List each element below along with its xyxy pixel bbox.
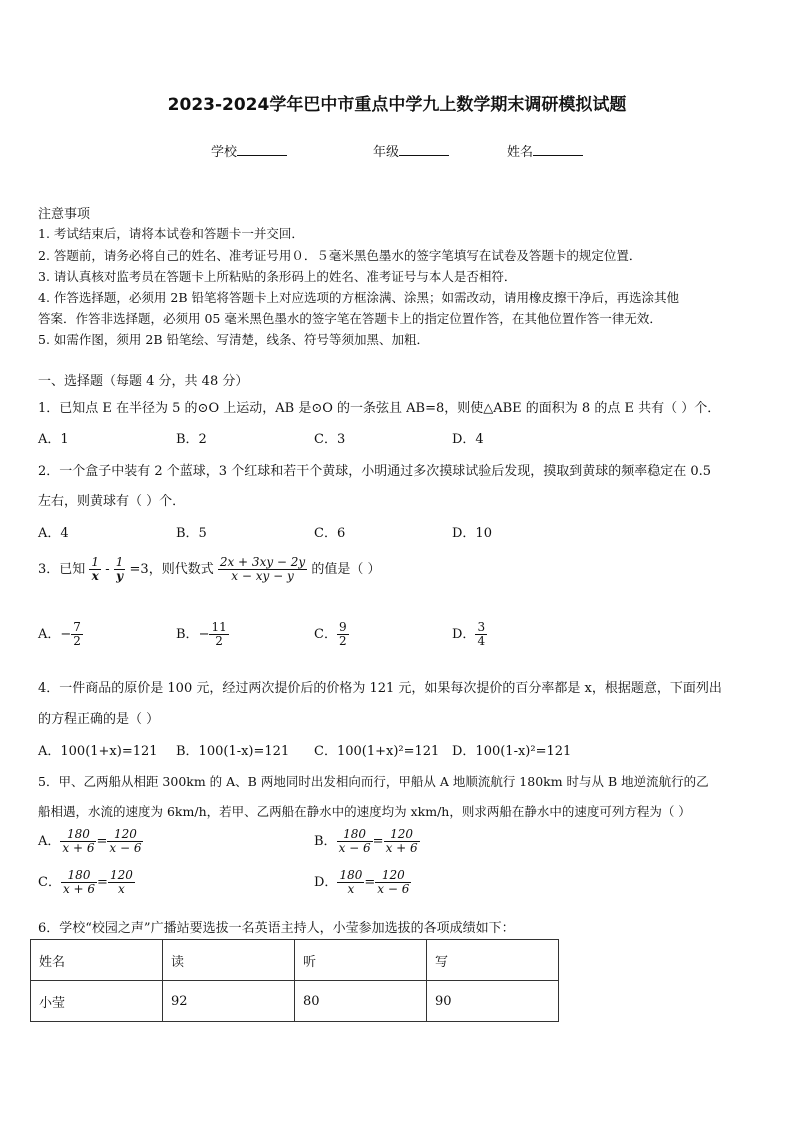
table-header-cell: 听 — [295, 940, 427, 981]
question-4-line2: 的方程正确的是（ ） — [38, 712, 160, 727]
q1-option-a[interactable]: A．1 — [38, 432, 69, 447]
note-item: 4. 作答选择题，必须用 2B 铅笔将答题卡上对应选项的方框涂满、涂黑；如需改动，请用橡皮擦干净后，再选涂其他 — [38, 290, 679, 305]
q4-option-b[interactable]: B．100(1-x)=121 — [176, 744, 290, 759]
q3-option-d[interactable] — [452, 621, 487, 648]
q3-a-den: 2 — [73, 634, 81, 648]
question-1: 1．已知点 E 在半径为 5 的⊙O 上运动，AB 是⊙O 的一条弦且 AB=8，则使△ABE 的面积为 8 的点 E 共有（ ）个． — [38, 401, 721, 416]
q3-c-num: 9 — [338, 620, 347, 634]
q3-expr-den: x − xy − y — [231, 569, 294, 583]
q5-c-label: C． — [38, 875, 61, 890]
q4-option-c[interactable]: C．100(1+x)²=121 — [314, 744, 440, 759]
q3-c-den: 2 — [338, 634, 347, 648]
q5-option-b[interactable]: B． $\frac{180}{x - 6}$ = $\frac{120}{x + 6}$ — [314, 827, 418, 855]
q3-d-den: 4 — [477, 634, 486, 648]
q3-b-den: 2 — [215, 634, 223, 648]
q5-option-d[interactable]: D． $\frac{180}{x}$ = $\frac{120}{x - 6}$ — [314, 868, 410, 896]
section-heading: 一、选择题（每题 4 分，共 48 分） — [38, 374, 249, 389]
q5-d-rd: x − 6 — [377, 882, 410, 896]
q3-f1-den: x — [91, 569, 99, 583]
q5-d-right — [375, 869, 411, 896]
table-header-row — [31, 940, 559, 981]
q1-option-d[interactable]: D．4 — [452, 432, 484, 447]
q3-minus: - — [105, 562, 110, 577]
q3-a-sign: − — [60, 627, 72, 642]
question-2-line2: 左右，则黄球有（ ）个． — [38, 494, 186, 509]
q5-c-ld: x + 6 — [62, 882, 96, 896]
q5-a-left — [60, 828, 96, 855]
q2-option-a[interactable]: A．4 — [38, 526, 69, 541]
q4-option-d[interactable]: D．100(1-x)²=121 — [452, 744, 572, 759]
note-item: 答案．作答非选择题，必须用 05 毫米黑色墨水的签字笔在答题卡上的指定位置作答，在其他位置作答一律无效． — [38, 311, 662, 326]
q3-d-label: D． — [452, 627, 476, 642]
q5-option-c[interactable]: C． $\frac{180}{x + 6}$ = $\frac{120}{x}$ — [38, 868, 133, 896]
q3-option-c[interactable] — [314, 621, 349, 648]
q5-option-a[interactable]: A． $\frac{180}{x + 6}$ = $\frac{120}{x - 6}$ — [38, 827, 142, 855]
question-5-line2: 船相遇，水流的速度为 6km/h，若甲、乙两船在静水中的速度均为 xkm/h，则求两船在静水中的速度可列方程为（ ） — [38, 804, 691, 819]
q5-c-left — [61, 869, 97, 896]
q5-a-rd: x − 6 — [109, 841, 142, 855]
notes-heading: 注意事项 — [38, 207, 91, 222]
table-header-cell: 读 — [163, 940, 295, 981]
q3-b-num: 11 — [211, 620, 227, 634]
note-item: 2. 答题前，请务必将自己的姓名、准考证号用０．５毫米黑色墨水的签字笔填写在试卷及答题卡的规定位置． — [38, 248, 642, 263]
q5-c-rd: x — [118, 882, 125, 896]
score-table — [30, 939, 559, 1022]
grade-field — [373, 141, 449, 160]
q3-prefix: 3．已知 — [38, 562, 86, 577]
question-6: 6．学校“校园之声”广播站要选拔一名英语主持人，小莹参加选拔的各项成绩如下： — [38, 921, 515, 936]
table-cell: 小莹 — [31, 981, 163, 1022]
table-row — [31, 981, 559, 1022]
q5-b-right — [384, 828, 420, 855]
q5-d-ln: 180 — [339, 868, 363, 882]
table-header-cell: 写 — [427, 940, 559, 981]
q5-b-left — [337, 828, 373, 855]
q3-expr-num: 2x + 3xy − 2y — [219, 555, 306, 569]
q5-c-right — [108, 869, 135, 896]
grade-blank[interactable] — [399, 143, 449, 156]
page-title: 2023-2024学年巴中市重点中学九上数学期末调研模拟试题 — [167, 95, 627, 115]
q5-b-ld: x − 6 — [338, 841, 371, 855]
note-item: 3. 请认真核对监考员在答题卡上所粘贴的条形码上的姓名、准考证号与本人是否相符． — [38, 269, 517, 284]
q3-a-label: A． — [38, 627, 61, 642]
q5-c-rn: 120 — [109, 868, 133, 882]
q3-a-num: 7 — [73, 620, 81, 634]
name-field — [507, 141, 583, 160]
grade-label: 年级 — [373, 145, 400, 160]
q5-c-ln: 180 — [61, 869, 97, 883]
q3-eq: =3，则代数式 — [129, 562, 214, 577]
school-blank[interactable] — [237, 143, 287, 156]
q1-option-b[interactable]: B．2 — [176, 432, 207, 447]
q3-option-b[interactable] — [176, 621, 229, 648]
name-label: 姓名 — [507, 145, 534, 160]
q3-d-fraction — [475, 621, 487, 648]
question-4-line1: 4．一件商品的原价是 100 元，经过两次提价后的价格为 121 元，如果每次提价的百分率都是 x，根据题意，下面列出 — [38, 681, 722, 696]
q5-d-left — [337, 869, 364, 896]
q5-a-ln: 180 — [60, 828, 96, 842]
q3-fraction-1 — [89, 556, 101, 583]
q5-b-rn: 120 — [384, 828, 420, 842]
note-item: 1. 考试结束后，请将本试卷和答题卡一并交回． — [38, 226, 304, 241]
q5-b-label: B． — [314, 834, 337, 849]
table-cell: 92 — [163, 981, 295, 1022]
q3-b-label: B． — [176, 627, 199, 642]
table-header-cell: 姓名 — [31, 940, 163, 981]
q5-a-label: A． — [38, 834, 61, 849]
q2-option-c[interactable]: C．6 — [314, 526, 346, 541]
q5-d-rn: 120 — [375, 869, 411, 883]
q5-d-label: D． — [314, 875, 338, 890]
q5-a-rn: 120 — [107, 828, 143, 842]
q3-f2-den: y — [116, 569, 124, 583]
q5-b-rd: x + 6 — [385, 841, 418, 855]
q5-a-ld: x + 6 — [62, 841, 95, 855]
question-5-line1: 5．甲、乙两船从相距 300km 的 A、B 两地同时出发相向而行，甲船从 A 地顺流航行 180km 时与从 B 地逆流航行的乙 — [38, 774, 709, 789]
q3-d-num: 3 — [477, 620, 486, 634]
q3-c-fraction — [337, 621, 349, 648]
q3-c-label: C． — [314, 627, 337, 642]
q3-f1-num: 1 — [91, 555, 100, 569]
question-3 — [38, 556, 381, 583]
q5-a-right — [107, 828, 143, 855]
q2-option-d[interactable]: D．10 — [452, 526, 492, 541]
school-field — [211, 141, 287, 160]
q3-b-sign: − — [198, 627, 210, 642]
q1-option-c[interactable]: C．3 — [314, 432, 346, 447]
q3-a-fraction — [71, 621, 83, 648]
q3-expression — [218, 556, 307, 583]
name-blank[interactable] — [533, 143, 583, 156]
q3-f2-num: 1 — [115, 555, 124, 569]
q5-b-ln: 180 — [337, 828, 373, 842]
table-cell: 90 — [427, 981, 559, 1022]
q2-option-b[interactable]: B．5 — [176, 526, 207, 541]
q3-b-fraction — [209, 621, 228, 648]
note-item: 5. 如需作图，须用 2B 铅笔绘、写清楚，线条、符号等须加黑、加粗． — [38, 332, 429, 347]
q4-option-a[interactable]: A．100(1+x)=121 — [38, 744, 158, 759]
q5-d-ld: x — [347, 882, 355, 896]
table-cell: 80 — [295, 981, 427, 1022]
question-2-line1: 2．一个盒子中装有 2 个蓝球，3 个红球和若干个黄球，小明通过多次摸球试验后发现，摸取到黄球的频率稳定在 0.5 — [38, 464, 712, 479]
q3-fraction-2 — [114, 556, 126, 583]
q3-suffix: 的值是（ ） — [311, 562, 381, 577]
school-label: 学校 — [211, 145, 238, 160]
q3-option-a[interactable] — [38, 621, 83, 648]
